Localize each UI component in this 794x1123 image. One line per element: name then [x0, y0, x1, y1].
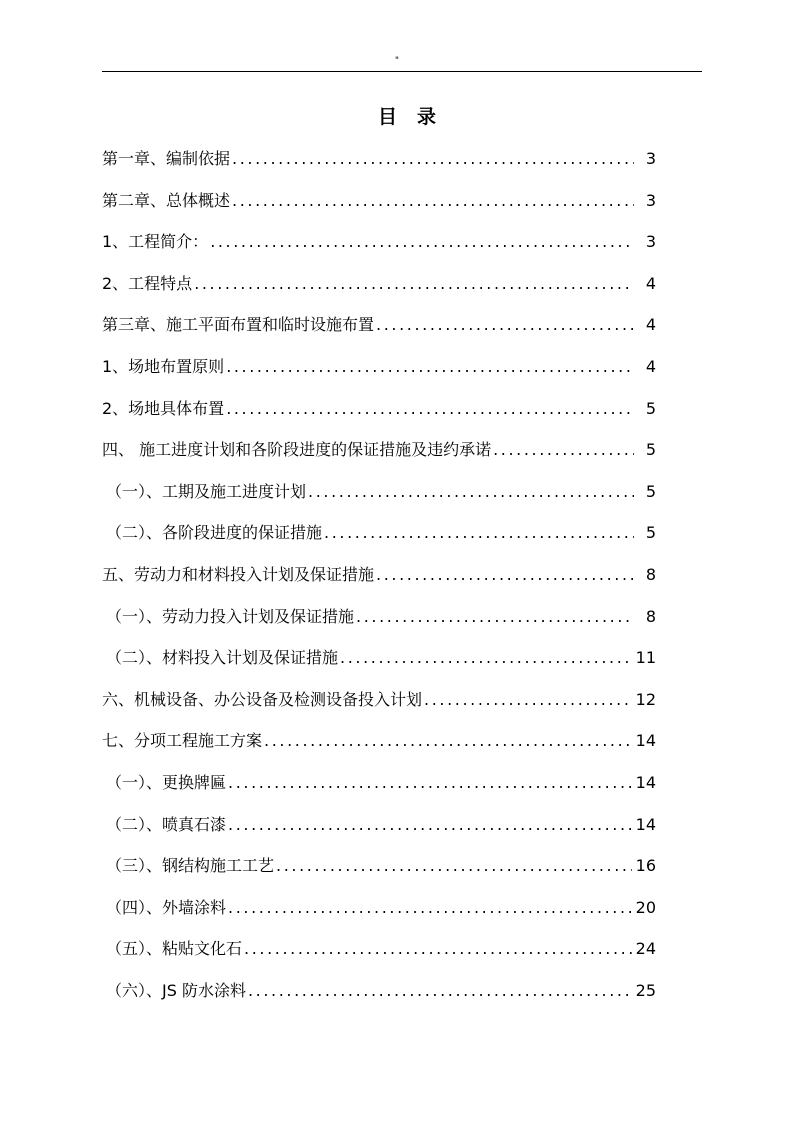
toc-dot-leader	[493, 437, 634, 463]
toc-entry[interactable]	[102, 853, 656, 895]
toc-entry[interactable]	[102, 936, 656, 978]
toc-entry-page: 14	[635, 814, 656, 834]
toc-entry-label: 1、场地布置原则	[102, 356, 225, 376]
toc-entry-page: 4	[645, 315, 656, 335]
toc-entry[interactable]	[102, 271, 656, 313]
toc-entry[interactable]	[102, 645, 656, 687]
toc-entry-page: 25	[635, 980, 656, 1000]
toc-title: 目录	[377, 106, 456, 128]
toc-entry-label: （六）、JS 防水涂料	[106, 980, 246, 1000]
toc-entry-page: 14	[635, 772, 656, 792]
toc-entry-label: 四、 施工进度计划和各阶段进度的保证措施及违约承诺	[102, 440, 492, 460]
toc-entry-label: （二）、喷真石漆	[106, 814, 227, 834]
toc-entry-page: 4	[645, 356, 656, 376]
toc-entry[interactable]	[102, 396, 656, 438]
toc-dot-leader	[276, 853, 632, 879]
toc-dot-leader	[340, 645, 632, 671]
toc-entry-label: （一）、更换牌匾	[106, 772, 227, 792]
toc-entry-page: 3	[645, 232, 656, 252]
toc-dot-leader	[226, 396, 634, 422]
toc-entry-page: 3	[645, 149, 656, 168]
toc-dot-leader	[248, 978, 632, 1004]
toc-dot-leader	[376, 562, 634, 588]
toc-entry-page: 11	[635, 648, 656, 668]
toc-dot-leader	[356, 604, 634, 630]
toc-entry-label: 七、分项工程施工方案	[102, 731, 263, 751]
toc-entry-label: （四）、外墙涂料	[106, 897, 227, 917]
toc-entry-label: 1、工程简介：	[102, 232, 209, 252]
toc-entry-page: 24	[635, 939, 656, 959]
toc-entry-page: 5	[645, 523, 656, 543]
toc-entry[interactable]	[102, 479, 656, 521]
toc-entry-page: 12	[635, 689, 656, 709]
header-mark: "	[394, 56, 400, 66]
toc-entry-label: （二）、材料投入计划及保证措施	[106, 648, 339, 668]
toc-entry-label: 2、工程特点	[102, 273, 193, 293]
header-rule	[102, 71, 702, 72]
toc-entry[interactable]	[102, 604, 656, 646]
toc-dot-leader	[228, 770, 632, 796]
toc-entry-label: 六、机械设备、办公设备及检测设备投入计划	[102, 689, 423, 709]
toc-entry[interactable]	[102, 895, 656, 937]
toc-entry[interactable]	[102, 312, 656, 354]
toc-dot-leader	[226, 354, 634, 380]
toc-entry[interactable]	[102, 354, 656, 396]
toc-entry[interactable]	[102, 229, 656, 271]
toc-entry-label: 2、场地具体布置	[102, 398, 225, 418]
toc-dot-leader	[376, 312, 634, 338]
toc-dot-leader	[232, 188, 634, 214]
toc-entry-label: （一）、工期及施工进度计划	[106, 481, 307, 501]
toc-entry-page: 4	[645, 273, 656, 293]
toc-entry-label: 第二章、总体概述	[102, 190, 231, 210]
toc-dot-leader	[228, 812, 632, 838]
toc-entry-page: 16	[635, 856, 656, 876]
toc-entry[interactable]	[102, 770, 656, 812]
toc-entry-page: 3	[645, 190, 656, 210]
toc-entry[interactable]	[102, 437, 656, 479]
toc-entry[interactable]	[102, 520, 656, 562]
toc-entry[interactable]	[102, 146, 656, 188]
toc-entry[interactable]	[102, 188, 656, 230]
toc-entry-label: （五）、粘贴文化石	[106, 939, 243, 959]
toc-entry-label: 第一章、编制依据	[102, 149, 231, 168]
toc-entry-page: 5	[645, 440, 656, 460]
toc-entry-page: 5	[645, 398, 656, 418]
toc-entry-page: 14	[635, 731, 656, 751]
toc-dot-leader	[324, 520, 634, 546]
toc-entry-page: 5	[645, 481, 656, 501]
toc-dot-leader	[424, 687, 632, 713]
toc-entry-label: 五、劳动力和材料投入计划及保证措施	[102, 564, 375, 584]
toc-entry-label: （三）、钢结构施工工艺	[106, 856, 275, 876]
toc-dot-leader	[228, 895, 632, 921]
toc-entry[interactable]	[102, 687, 656, 729]
toc-dot-leader	[232, 146, 634, 172]
toc-entry-page: 8	[645, 564, 656, 584]
toc-dot-leader	[194, 271, 634, 297]
toc-dot-leader	[244, 936, 632, 962]
toc-entry-page: 8	[645, 606, 656, 626]
toc-entry-page: 20	[635, 897, 656, 917]
toc-entry-label: 第三章、施工平面布置和临时设施布置	[102, 315, 375, 335]
toc-dot-leader	[308, 479, 634, 505]
toc-dot-leader	[210, 229, 634, 255]
toc-entry[interactable]	[102, 978, 656, 1020]
toc-entry[interactable]	[102, 562, 656, 604]
toc-entry[interactable]	[102, 812, 656, 854]
toc-entry-label: （一）、劳动力投入计划及保证措施	[106, 606, 355, 626]
table-of-contents	[102, 146, 656, 1019]
toc-dot-leader	[264, 728, 632, 754]
toc-entry[interactable]	[102, 728, 656, 770]
toc-entry-label: （二）、各阶段进度的保证措施	[106, 523, 323, 543]
